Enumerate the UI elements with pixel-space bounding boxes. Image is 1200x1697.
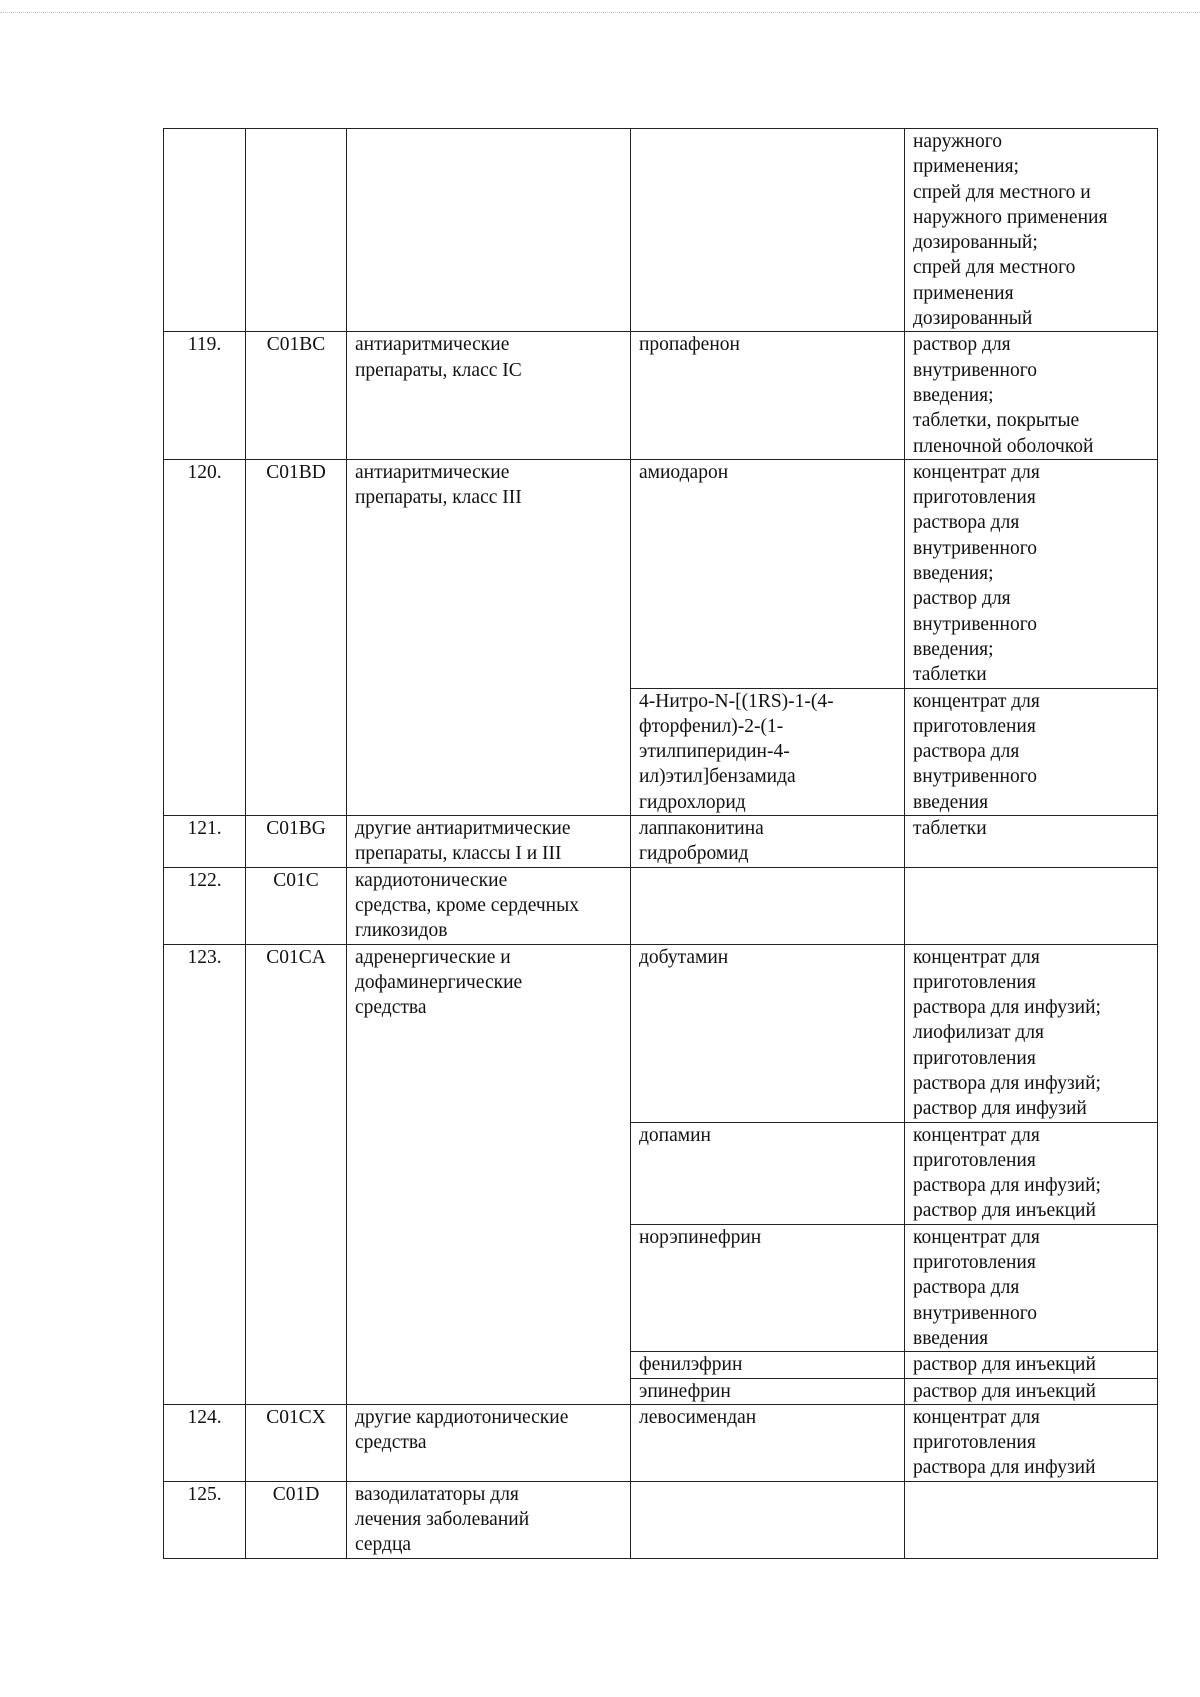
drug-name-cell: лаппаконитина гидробромид: [631, 816, 905, 868]
dosage-form-cell: концентрат для приготовления раствора для инфузий; раствор для инъекций: [905, 1122, 1158, 1224]
dosage-form-cell: раствор для инъекций: [905, 1378, 1158, 1404]
dosage-form-cell: [905, 867, 1158, 944]
row-number-cell: 123.: [164, 944, 246, 1404]
row-number-cell: 120.: [164, 459, 246, 815]
dosage-form-cell: концентрат для приготовления раствора для инфузий: [905, 1404, 1158, 1481]
table-row: [164, 944, 1158, 1122]
atc-code-cell: C01CA: [246, 944, 347, 1404]
dosage-form-cell: раствор для внутривенного введения; таблетки, покрытые пленочной оболочкой: [905, 332, 1158, 459]
scan-top-edge: [0, 12, 1200, 13]
group-name-cell: антиаритмические препараты, класс III: [347, 459, 631, 815]
drug-table: [163, 128, 1158, 1559]
table-row: [164, 1481, 1158, 1558]
drug-name-cell: эпинефрин: [631, 1378, 905, 1404]
group-name-cell: адренергические и дофаминергические средства: [347, 944, 631, 1404]
drug-name-cell: допамин: [631, 1122, 905, 1224]
group-name-cell: вазодилататоры для лечения заболеваний сердца: [347, 1481, 631, 1558]
group-name-cell: другие кардиотонические средства: [347, 1404, 631, 1481]
drug-name-cell: фенилэфрин: [631, 1352, 905, 1378]
atc-code-cell: C01BD: [246, 459, 347, 815]
group-name-cell: другие антиаритмические препараты, классы I и III: [347, 816, 631, 868]
dosage-form-cell: концентрат для приготовления раствора для внутривенного введения: [905, 688, 1158, 815]
group-name-cell: кардиотонические средства, кроме сердечных гликозидов: [347, 867, 631, 944]
drug-name-cell: добутамин: [631, 944, 905, 1122]
dosage-form-cell: концентрат для приготовления раствора для внутривенного введения; раствор для внутривенного введения; таблетки: [905, 459, 1158, 688]
drug-name-cell: амиодарон: [631, 459, 905, 688]
atc-code-cell: C01C: [246, 867, 347, 944]
table-row: [164, 332, 1158, 459]
table-row: [164, 867, 1158, 944]
table-row: [164, 129, 1158, 332]
drug-name-cell: 4-Нитро-N-[(1RS)-1-(4- фторфенил)-2-(1- этилпиперидин-4- ил)этил]бензамида гидрохлорид: [631, 688, 905, 815]
dosage-form-cell: концентрат для приготовления раствора для инфузий; лиофилизат для приготовления раствора для инфузий; раствор для инфузий: [905, 944, 1158, 1122]
dosage-form-cell: наружного применения; спрей для местного и наружного применения дозированный; спрей для местного применения дозированный: [905, 129, 1158, 332]
row-number-cell: 125.: [164, 1481, 246, 1558]
atc-code-cell: C01D: [246, 1481, 347, 1558]
dosage-form-cell: концентрат для приготовления раствора для внутривенного введения: [905, 1224, 1158, 1351]
row-number-cell: [164, 129, 246, 332]
group-name-cell: [347, 129, 631, 332]
group-name-cell: антиаритмические препараты, класс IC: [347, 332, 631, 459]
atc-code-cell: C01BG: [246, 816, 347, 868]
table-row: [164, 1404, 1158, 1481]
table-row: [164, 816, 1158, 868]
drug-name-cell: левосимендан: [631, 1404, 905, 1481]
drug-name-cell: [631, 1481, 905, 1558]
table-body: [164, 129, 1158, 1559]
row-number-cell: 121.: [164, 816, 246, 868]
dosage-form-cell: таблетки: [905, 816, 1158, 868]
dosage-form-cell: [905, 1481, 1158, 1558]
row-number-cell: 122.: [164, 867, 246, 944]
row-number-cell: 119.: [164, 332, 246, 459]
atc-code-cell: C01BC: [246, 332, 347, 459]
drug-name-cell: [631, 867, 905, 944]
drug-name-cell: пропафенон: [631, 332, 905, 459]
drug-name-cell: норэпинефрин: [631, 1224, 905, 1351]
atc-code-cell: C01CX: [246, 1404, 347, 1481]
atc-code-cell: [246, 129, 347, 332]
table-row: [164, 459, 1158, 688]
drug-name-cell: [631, 129, 905, 332]
dosage-form-cell: раствор для инъекций: [905, 1352, 1158, 1378]
row-number-cell: 124.: [164, 1404, 246, 1481]
